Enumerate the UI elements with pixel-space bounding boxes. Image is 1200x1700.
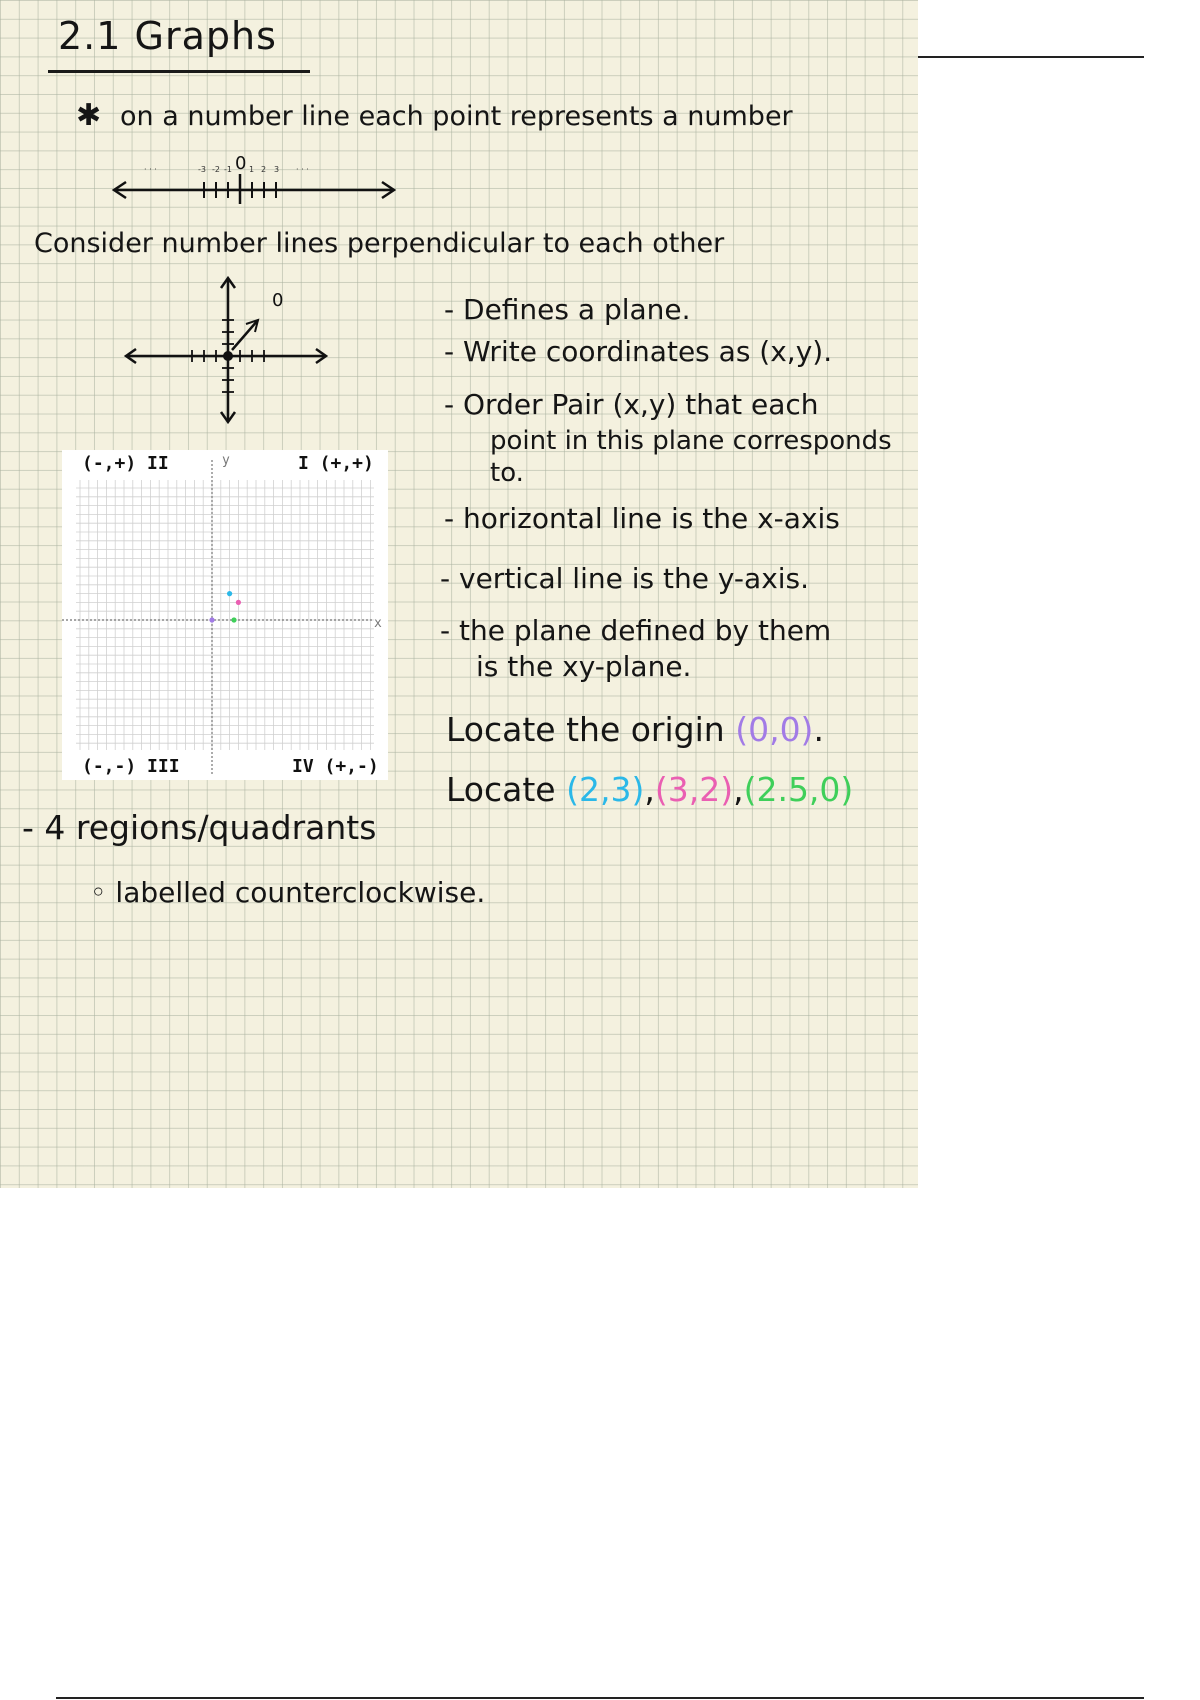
- top-rule: [918, 56, 1144, 58]
- plotted-point: [227, 591, 232, 596]
- counterclockwise-note: [90, 876, 485, 909]
- bullet-write-coordinates: - Write coordinates as (x,y).: [444, 335, 833, 368]
- quadrant-graph: [62, 450, 388, 780]
- quadrant-i-label: I (+,+): [298, 453, 374, 474]
- regions-text: - 4 regions/quadrants: [22, 808, 377, 847]
- bullet-ordered-pair: - Order Pair (x,y) that each: [444, 388, 819, 421]
- svg-text:1: 1: [249, 165, 255, 174]
- point-2-3: (2,3): [566, 770, 645, 809]
- svg-text:-1: -1: [224, 165, 232, 174]
- svg-text:· · ·: · · ·: [144, 165, 157, 174]
- bullet-ordered-pair-line2: point in this plane corresponds: [490, 426, 892, 456]
- bullet-x-axis: - horizontal line is the x-axis: [444, 502, 840, 535]
- locate-origin-period: .: [813, 710, 824, 749]
- bullet-xy-plane-line2: is the xy-plane.: [476, 650, 692, 683]
- svg-text:-2: -2: [212, 165, 220, 174]
- perpendicular-axes-sketch: [120, 272, 340, 432]
- svg-text:· · ·: · · ·: [296, 165, 309, 174]
- locate-origin: [446, 710, 824, 749]
- origin-point: (0,0): [735, 710, 814, 749]
- svg-text:-3: -3: [198, 165, 206, 174]
- point-separator: ,: [644, 770, 655, 809]
- consider-text: Consider number lines perpendicular to each other: [34, 228, 725, 259]
- point-separator: ,: [733, 770, 744, 809]
- svg-text:2: 2: [261, 165, 267, 174]
- page-title: 2.1 Graphs: [58, 14, 277, 58]
- plotted-point: [209, 617, 214, 622]
- y-axis-label: y: [222, 453, 230, 468]
- number-line-sketch: [104, 146, 404, 206]
- quadrant-iv-label: IV (+,-): [292, 756, 379, 777]
- hollow-bullet-icon: ◦: [90, 876, 116, 909]
- asterisk-icon: ✱: [76, 98, 102, 133]
- bullet-defines-plane: - Defines a plane.: [444, 293, 691, 326]
- plotted-point: [236, 600, 241, 605]
- quadrant-grid-svg: [62, 450, 388, 780]
- locate-points: [446, 770, 853, 809]
- perpendicular-zero-label: 0: [272, 290, 284, 311]
- bullet-xy-plane: - the plane defined by them: [440, 614, 832, 647]
- plotted-point: [231, 617, 236, 622]
- point-2-5-0: (2.5,0): [743, 770, 854, 809]
- title-underline: [48, 70, 310, 73]
- locate-points-text: Locate: [446, 770, 556, 809]
- quadrant-ii-label: (-,+) II: [82, 453, 169, 474]
- counterclockwise-text: labelled counterclockwise.: [115, 876, 486, 909]
- bottom-rule: [56, 1697, 1144, 1699]
- intro-text: on a number line each point represents a number: [120, 101, 793, 132]
- bullet-y-axis: - vertical line is the y-axis.: [440, 562, 810, 595]
- bullet-ordered-pair-line3: to.: [490, 458, 524, 488]
- svg-text:3: 3: [274, 165, 280, 174]
- number-line-zero-label: 0: [235, 153, 247, 174]
- quadrant-iii-label: (-,-) III: [82, 756, 180, 777]
- x-axis-label: x: [374, 616, 382, 631]
- point-3-2: (3,2): [654, 770, 734, 809]
- locate-origin-text: Locate the origin: [446, 710, 725, 749]
